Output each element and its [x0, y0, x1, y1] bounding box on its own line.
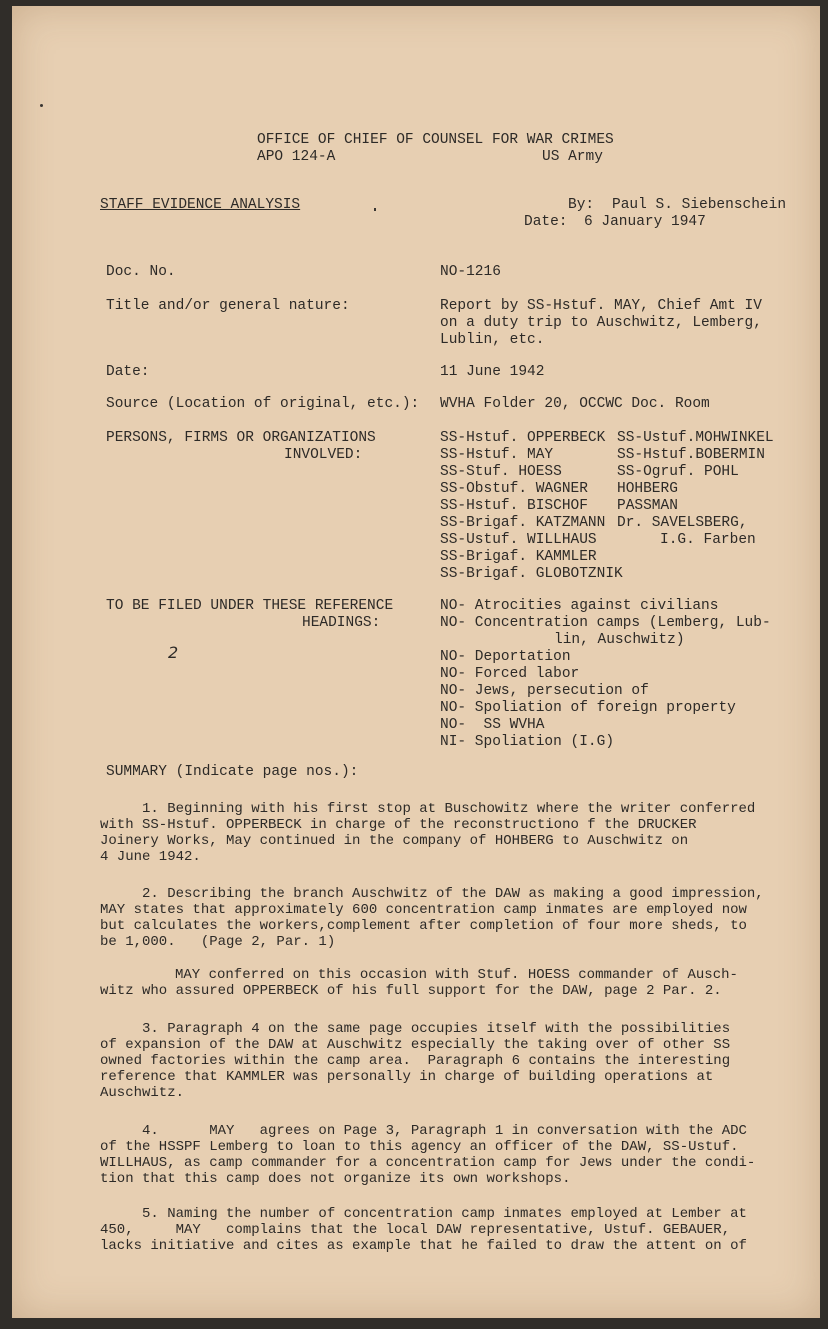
paper-speck	[374, 208, 376, 211]
paper-speck	[40, 104, 43, 107]
person-entry: SS-Hstuf.BOBERMIN	[617, 447, 765, 463]
person-entry: SS-Hstuf. OPPERBECK	[440, 430, 606, 446]
title-value-line: on a duty trip to Auschwitz, Lemberg,	[440, 315, 762, 331]
person-entry: SS-Hstuf. MAY	[440, 447, 554, 463]
person-entry: SS-Obstuf. WAGNER	[440, 481, 588, 497]
army-label: US Army	[542, 149, 603, 165]
summary-line: witz who assured OPPERBECK of his full support for the DAW, page 2 Par. 2.	[100, 983, 722, 999]
apo-number: APO 124-A	[257, 149, 336, 165]
persons-label-line: PERSONS, FIRMS OR ORGANIZATIONS	[106, 430, 376, 446]
filed-label-line: TO BE FILED UNDER THESE REFERENCE	[106, 598, 394, 614]
heading-entry: NO- Jews, persecution of	[440, 683, 649, 699]
summary-line: owned factories within the camp area. Paragraph 6 contains the interesting	[100, 1053, 731, 1069]
person-entry: SS-Hstuf. BISCHOF	[440, 498, 588, 514]
date-label: Date:	[524, 214, 568, 230]
heading-entry: NO- Concentration camps (Lemberg, Lub-	[440, 615, 771, 631]
summary-line: Joinery Works, May continued in the company of HOHBERG to Auschwitz on	[100, 833, 689, 849]
person-entry: SS-Ogruf. POHL	[617, 464, 739, 480]
person-entry: SS-Brigaf. GLOBOTZNIK	[440, 566, 623, 582]
by-value: Paul S. Siebenschein	[612, 197, 787, 213]
summary-label: SUMMARY (Indicate page nos.):	[106, 764, 359, 780]
summary-line: tion that this camp does not organize its own workshops.	[100, 1171, 571, 1187]
heading-entry: NO- Forced labor	[440, 666, 580, 682]
persons-label-line: INVOLVED:	[284, 447, 363, 463]
summary-line: 3. Paragraph 4 on the same page occupies itself with the possibilities	[142, 1021, 731, 1037]
summary-line: 5. Naming the number of concentration camp inmates employed at Lember at	[142, 1206, 747, 1222]
source-value: WVHA Folder 20, OCCWC Doc. Room	[440, 396, 710, 412]
title-label: Title and/or general nature:	[106, 298, 350, 314]
summary-line: Auschwitz.	[100, 1085, 185, 1101]
title-value-line: Lublin, etc.	[440, 332, 545, 348]
person-entry: HOHBERG	[617, 481, 678, 497]
doc-no-label: Doc. No.	[106, 264, 176, 280]
by-label: By:	[568, 197, 595, 213]
document-page	[12, 6, 820, 1318]
summary-line: but calculates the workers,complement after completion of four more sheds, to	[100, 918, 747, 934]
heading-entry: NI- Spoliation (I.G)	[440, 734, 615, 750]
summary-line: MAY conferred on this occasion with Stuf. HOESS commander of Ausch-	[175, 967, 738, 983]
office-title: OFFICE OF CHIEF OF COUNSEL FOR WAR CRIMES	[257, 132, 614, 148]
summary-line: reference that KAMMLER was personally in charge of building operations at	[100, 1069, 714, 1085]
heading-entry: NO- SS WVHA	[440, 717, 545, 733]
summary-line: lacks initiative and cites as example that he failed to draw the attent on of	[100, 1238, 747, 1254]
person-entry: I.G. Farben	[660, 532, 756, 548]
summary-line: WILLHAUS, as camp commander for a concentration camp for Jews under the condi-	[100, 1155, 756, 1171]
heading-entry: lin, Auschwitz)	[554, 632, 685, 648]
summary-line: with SS-Hstuf. OPPERBECK in charge of the reconstructiono f the DRUCKER	[100, 817, 697, 833]
analysis-title: STAFF EVIDENCE ANALYSIS	[100, 197, 301, 213]
date-field-value: 11 June 1942	[440, 364, 545, 380]
summary-line: of the HSSPF Lemberg to loan to this agency an officer of the DAW, SS-Ustuf.	[100, 1139, 739, 1155]
doc-no-value: NO-1216	[440, 264, 501, 280]
person-entry: SS-Stuf. HOESS	[440, 464, 562, 480]
person-entry: SS-Ustuf.MOHWINKEL	[617, 430, 774, 446]
date-field-label: Date:	[106, 364, 150, 380]
summary-line: 2. Describing the branch Auschwitz of the DAW as making a good impression,	[142, 886, 764, 902]
person-entry: SS-Brigaf. KAMMLER	[440, 549, 597, 565]
heading-entry: NO- Deportation	[440, 649, 571, 665]
summary-line: 450, MAY complains that the local DAW representative, Ustuf. GEBAUER,	[100, 1222, 731, 1238]
filed-label-line: HEADINGS:	[302, 615, 381, 631]
summary-line: 1. Beginning with his first stop at Buschowitz where the writer conferred	[142, 801, 756, 817]
person-entry: SS-Ustuf. WILLHAUS	[440, 532, 597, 548]
handwritten-mark: 2	[168, 643, 179, 662]
heading-entry: NO- Atrocities against civilians	[440, 598, 719, 614]
summary-line: MAY states that approximately 600 concentration camp inmates are employed now	[100, 902, 747, 918]
person-entry: Dr. SAVELSBERG,	[617, 515, 748, 531]
date-value: 6 January 1947	[584, 214, 706, 230]
person-entry: PASSMAN	[617, 498, 678, 514]
person-entry: SS-Brigaf. KATZMANN	[440, 515, 606, 531]
heading-entry: NO- Spoliation of foreign property	[440, 700, 736, 716]
summary-line: of expansion of the DAW at Auschwitz especially the taking over of other SS	[100, 1037, 731, 1053]
title-value-line: Report by SS-Hstuf. MAY, Chief Amt IV	[440, 298, 762, 314]
source-label: Source (Location of original, etc.):	[106, 396, 420, 412]
summary-line: 4. MAY agrees on Page 3, Paragraph 1 in conversation with the ADC	[142, 1123, 747, 1139]
summary-line: 4 June 1942.	[100, 849, 201, 865]
summary-line: be 1,000. (Page 2, Par. 1)	[100, 934, 336, 950]
